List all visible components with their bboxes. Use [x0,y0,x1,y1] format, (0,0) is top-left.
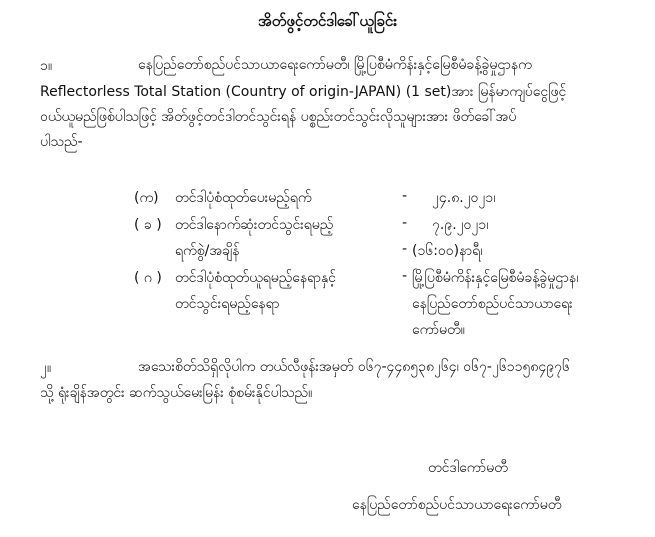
para2-line1: အသေးစိတ်သိရှိလိုပါက တယ်လီဖုန်းအမှတ် ၀၆၇-၄၄၈၅၃၈၂၆၄၊ ၀၆၇-၂၆၁၁၅၈၄၉၇၆ [138,359,570,375]
para2-line2: သို့ ရုံးချိန်အတွင်း ဆက်သွယ်မေးမြန်း စုံစမ်းနိုင်ပါသည်။ [40,385,313,401]
item-kha-dash-2: - [402,241,408,257]
item-ga-value-line2: နေပြည်တော်စည်ပင်သာယာရေး [412,296,573,312]
para2-number: ၂။ [40,360,52,376]
item-kha-label-line1: တင်ဒါနောက်ဆုံးတင်သွင်းရမည့် [175,217,334,233]
item-ga-label-line2: တင်သွင်းရမည့်နေရာ [175,296,280,312]
para1-number: ၁။ [40,58,53,74]
item-ga-value-line3: ကော်မတီ။ [412,322,465,338]
para1-line1: နေပြည်တော်စည်ပင်သာယာရေးကော်မတီ၊ မြို့ပြစီမံကိန်းနှင့်မြေစီမံခန့်ခွဲမှုဌာနက [138,57,532,73]
para1-line3: ဝယ်ယူမည်ဖြစ်ပါသဖြင့် အိတ်ဖွင့်တင်ဒါတင်သွင်းရန် ပစ္စည်းတင်သွင်းလိုသူများအား ဖိတ်ခေါ်အပ် [40,109,517,125]
item-ka-value: ၂၄.၈.၂၀၂၁၊ [432,190,496,206]
item-ka-dash: - [402,188,408,204]
item-ga-marker: ( ဂ ) [134,270,162,286]
signature-line2: နေပြည်တော်စည်ပင်သာယာရေးကော်မတီ [352,497,562,513]
item-kha-dash-1: - [402,215,408,231]
item-ga-label-line1: တင်ဒါပုံစံထုတ်ယူရမည့်နေရာနှင့် [175,270,336,286]
item-kha-label-line2: ရက်စွဲ/အချိန် [175,243,240,259]
item-kha-value-line2: (၁၆:၀၀)နာရီ၊ [412,243,483,259]
item-ga-value-line1: မြို့ပြစီမံကိန်းနှင့်မြေစီမံခန့်ခွဲမှုဌာန၊ [412,270,579,286]
item-ka-marker: (က) [134,190,159,206]
item-ga-dash: - [402,268,408,284]
signature-line1: တင်ဒါကော်မတီ [428,460,508,476]
para1-line2: Reflectorless Total Station (Country of origin-JAPAN) (1 set)အား မြန်မာကျပ်ငွေဖြင့် [40,84,567,100]
document-title: အိတ်ဖွင့်တင်ဒါခေါ်ယူခြင်း [257,12,397,30]
para1-line4: ပါသည်- [40,134,83,150]
item-ka-label: တင်ဒါပုံစံထုတ်ပေးမည့်ရက် [175,190,312,206]
item-kha-value-line1: ၇.၉.၂၀၂၁၊ [432,217,489,233]
item-kha-marker: ( ခ ) [134,217,162,233]
